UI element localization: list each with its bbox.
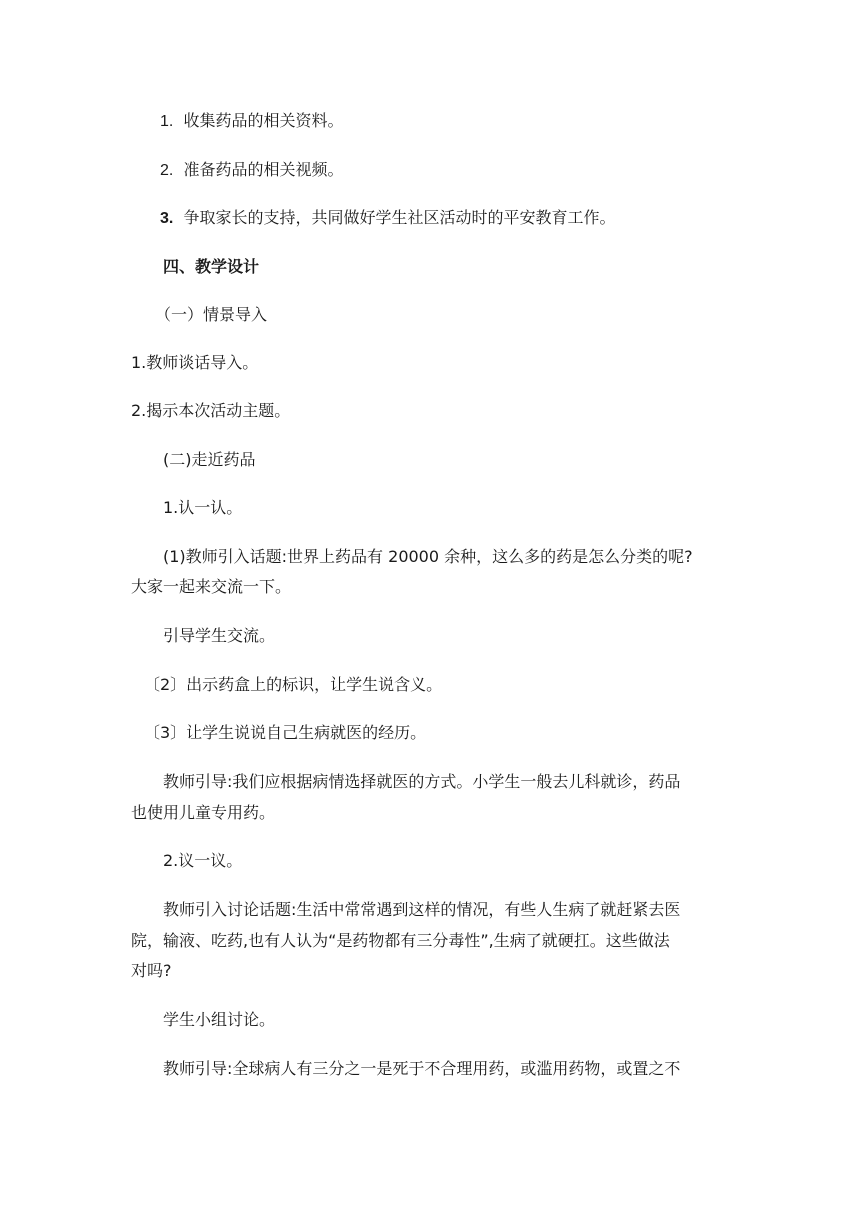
paragraph-1-line-2: 大家一起来交流一下。 bbox=[131, 577, 292, 596]
prep-item-2: 2. 准备药品的相关视频。 bbox=[160, 160, 344, 179]
paragraph-5-line-1: 教师引入讨论话题:生活中常常遇到这样的情况，有些人生病了就赶紧去医 bbox=[163, 900, 681, 919]
section-heading: 四、教学设计 bbox=[163, 257, 260, 276]
intro-item-2: 2.揭示本次活动主题。 bbox=[131, 401, 291, 420]
paragraph-6: 学生小组讨论。 bbox=[163, 1010, 276, 1029]
paragraph-5-line-2: 院，输液、吃药,也有人认为“是药物都有三分毒性”,生病了就硬扛。这些做法 bbox=[131, 931, 670, 950]
paragraph-3: 〔3〕让学生说说自己生病就医的经历。 bbox=[144, 723, 427, 742]
prep-item-3: 3. 争取家长的支持，共同做好学生社区活动时的平安教育工作。 bbox=[160, 208, 616, 227]
step-2-title: 2.议一议。 bbox=[163, 851, 243, 870]
intro-item-1: 1.教师谈话导入。 bbox=[131, 353, 259, 372]
paragraph-7: 教师引导:全球病人有三分之一是死于不合理用药，或滥用药物，或置之不 bbox=[163, 1059, 681, 1078]
prep-item-1: 1. 收集药品的相关资料。 bbox=[160, 111, 344, 130]
paragraph-1-follow: 引导学生交流。 bbox=[163, 626, 276, 645]
paragraph-2: 〔2〕出示药盒上的标识，让学生说含义。 bbox=[144, 675, 443, 694]
subsection-heading-1: （一）情景导入 bbox=[155, 305, 268, 324]
paragraph-4-line-1: 教师引导:我们应根据病情选择就医的方式。小学生一般去儿科就诊，药品 bbox=[163, 772, 681, 791]
paragraph-4-line-2: 也使用儿童专用药。 bbox=[131, 803, 276, 822]
step-1-title: 1.认一认。 bbox=[163, 498, 243, 517]
paragraph-5-line-3: 对吗? bbox=[131, 961, 172, 980]
paragraph-1-line-1: (1)教师引入话题:世界上药品有 20000 余种，这么多的药是怎么分类的呢? bbox=[163, 547, 693, 566]
subsection-heading-2: (二)走近药品 bbox=[163, 450, 256, 469]
